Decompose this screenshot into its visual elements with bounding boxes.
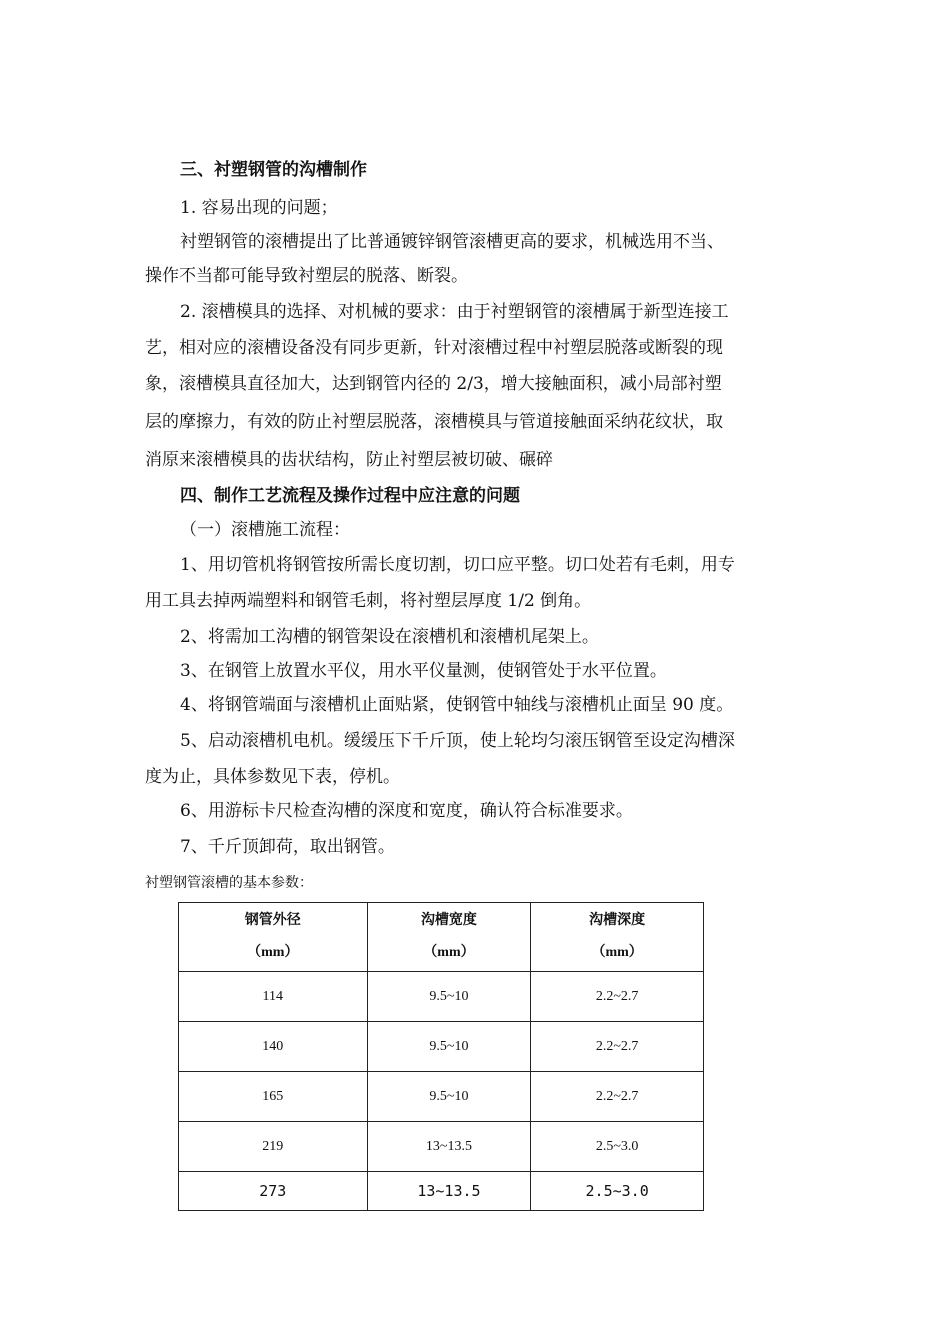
cell-groove-depth: 2.2~2.7 xyxy=(531,972,704,1022)
column-header-outer-diameter xyxy=(179,903,368,972)
table-caption: 衬塑钢管滚槽的基本参数： xyxy=(145,875,313,891)
cell-groove-depth: 2.2~2.7 xyxy=(531,1072,704,1122)
section-heading-4: 四、制作工艺流程及操作过程中应注意的问题 xyxy=(180,486,520,506)
cell-groove-width: 13~13.5 xyxy=(367,1122,531,1172)
cell-outer-diameter: 114 xyxy=(179,972,368,1022)
step-2: 2、将需加工沟槽的钢管架设在滚槽机和滚槽机尾架上。 xyxy=(180,627,599,647)
cell-groove-width: 9.5~10 xyxy=(367,972,531,1022)
subheading-1: （一）滚槽施工流程： xyxy=(180,520,350,540)
paragraph-1-line-2: 操作不当都可能导致衬塑层的脱落、断裂。 xyxy=(145,266,468,286)
cell-groove-depth: 2.2~2.7 xyxy=(531,1022,704,1072)
table-row xyxy=(179,1072,704,1122)
header-name: 沟槽深度 xyxy=(589,913,646,928)
header-unit: （mm） xyxy=(247,945,299,960)
cell-groove-depth: 2.5~3.0 xyxy=(531,1122,704,1172)
header-name: 沟槽宽度 xyxy=(420,913,477,928)
cell-groove-width: 9.5~10 xyxy=(367,1022,531,1072)
cell-outer-diameter: 165 xyxy=(179,1072,368,1122)
table-header-row xyxy=(179,903,704,972)
table-row xyxy=(179,1022,704,1072)
cell-outer-diameter: 273 xyxy=(179,1172,368,1211)
header-name: 钢管外径 xyxy=(244,913,301,928)
step-5-line-1: 5、启动滚槽机电机。缓缓压下千斤顶，使上轮均匀滚压钢管至设定沟槽深 xyxy=(180,731,735,751)
cell-outer-diameter: 219 xyxy=(179,1122,368,1172)
cell-groove-width: 13~13.5 xyxy=(367,1172,531,1211)
step-3: 3、在钢管上放置水平仪，用水平仪量测，使钢管处于水平位置。 xyxy=(180,661,667,681)
parameter-table xyxy=(178,902,704,1211)
cell-outer-diameter: 140 xyxy=(179,1022,368,1072)
step-5-line-2: 度为止，具体参数见下表，停机。 xyxy=(145,767,400,787)
step-6: 6、用游标卡尺检查沟槽的深度和宽度，确认符合标准要求。 xyxy=(180,801,633,821)
paragraph-2-line-2: 艺，相对应的滚槽设备没有同步更新，针对滚槽过程中衬塑层脱落或断裂的现 xyxy=(145,338,723,358)
paragraph-1-line-1: 衬塑钢管的滚槽提出了比普通镀锌钢管滚槽更高的要求，机械选用不当、 xyxy=(180,232,724,252)
column-header-groove-depth xyxy=(531,903,704,972)
paragraph-2-line-3: 象，滚槽模具直径加大，达到钢管内径的 2/3，增大接触面积，减小局部衬塑 xyxy=(145,374,722,394)
item-1-label: 1. 容易出现的问题； xyxy=(180,198,338,218)
table-row xyxy=(179,972,704,1022)
paragraph-2-line-4: 层的摩擦力，有效的防止衬塑层脱落，滚槽模具与管道接触面采纳花纹状，取 xyxy=(145,412,723,432)
cell-groove-depth: 2.5~3.0 xyxy=(531,1172,704,1211)
step-4: 4、将钢管端面与滚槽机止面贴紧，使钢管中轴线与滚槽机止面呈 90 度。 xyxy=(180,695,734,715)
step-7: 7、千斤顶卸荷，取出钢管。 xyxy=(180,837,395,857)
table-row xyxy=(179,1172,704,1211)
paragraph-2-line-1: 2. 滚槽模具的选择、对机械的要求：由于衬塑钢管的滚槽属于新型连接工 xyxy=(180,302,729,322)
header-unit: （mm） xyxy=(423,945,475,960)
step-1-line-1: 1、用切管机将钢管按所需长度切割，切口应平整。切口处若有毛刺，用专 xyxy=(180,555,735,575)
paragraph-2-line-5: 消原来滚槽模具的齿状结构，防止衬塑层被切破、碾碎 xyxy=(145,450,553,470)
cell-groove-width: 9.5~10 xyxy=(367,1072,531,1122)
header-unit: （mm） xyxy=(591,945,643,960)
section-heading-3: 三、衬塑钢管的沟槽制作 xyxy=(180,160,367,180)
column-header-groove-width xyxy=(367,903,531,972)
table-row xyxy=(179,1122,704,1172)
step-1-line-2: 用工具去掉两端塑料和钢管毛刺，将衬塑层厚度 1/2 倒角。 xyxy=(145,591,592,611)
